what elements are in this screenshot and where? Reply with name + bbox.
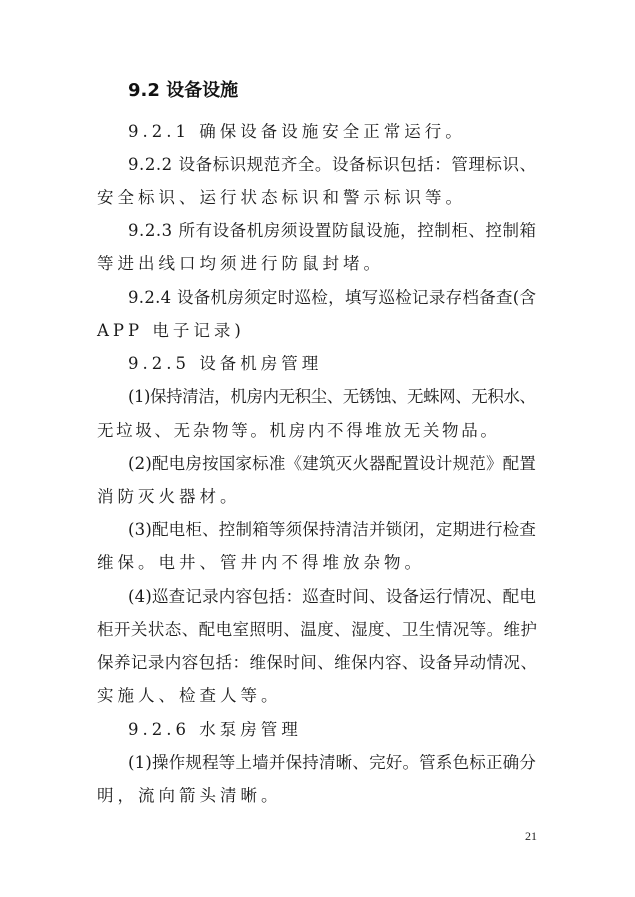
clause-9-2-5-title: 9.2.5 设备机房管理 xyxy=(128,354,323,373)
clause-9-2-6-title: 9.2.6 水泵房管理 xyxy=(128,720,302,739)
clause-9-2-1: 9.2.1 确保设备设施安全正常运行。 xyxy=(128,122,466,141)
item-4-line-1: (4)巡查记录内容包括：巡查时间、设备运行情况、配电 xyxy=(128,587,537,606)
clause-9-2-2-line-1: 9.2.2 设备标识规范齐全。设备标识包括：管理标识、 xyxy=(128,155,537,174)
item-2-line-1: (2)配电房按国家标准《建筑灭火器配置设计规范》配置 xyxy=(128,454,537,473)
clause-9-2-3-line-1: 9.2.3 所有设备机房须设置防鼠设施，控制柜、控制箱 xyxy=(128,221,537,240)
item-4-line-4: 实施人、检查人等。 xyxy=(97,686,282,705)
item-3-line-2: 维保。电井、管井内不得堆放杂物。 xyxy=(97,553,425,572)
item-1-line-2: 无垃圾、无杂物等。机房内不得堆放无关物品。 xyxy=(97,421,500,440)
clause-9-2-4-line-1: 9.2.4 设备机房须定时巡检，填写巡检记录存档备查(含 xyxy=(128,288,537,307)
clause-9-2-4-line-2: APP 电子记录) xyxy=(97,321,245,340)
item-4-line-3: 保养记录内容包括：维保时间、维保内容、设备异动情况、 xyxy=(97,653,538,672)
item-3-line-1: (3)配电柜、控制箱等须保持清洁并锁闭，定期进行检查 xyxy=(128,520,537,539)
pump-item-1-line-1: (1)操作规程等上墙并保持清晰、完好。管系色标正确分 xyxy=(128,753,537,772)
item-4-line-2: 柜开关状态、配电室照明、温度、湿度、卫生情况等。维护 xyxy=(97,620,538,639)
section-heading: 9.2 设备设施 xyxy=(128,80,239,101)
pump-item-1-line-2: 明，流向箭头清晰。 xyxy=(97,786,282,805)
clause-9-2-3-line-2: 等进出线口均须进行防鼠封堵。 xyxy=(97,254,384,273)
clause-9-2-2-line-2: 安全标识、运行状态标识和警示标识等。 xyxy=(97,188,466,207)
page-number: 21 xyxy=(525,829,537,843)
item-1-line-1: (1)保持清洁，机房内无积尘、无锈蚀、无蛛网、无积水、 xyxy=(128,387,536,406)
item-2-line-2: 消防灭火器材。 xyxy=(97,487,241,506)
